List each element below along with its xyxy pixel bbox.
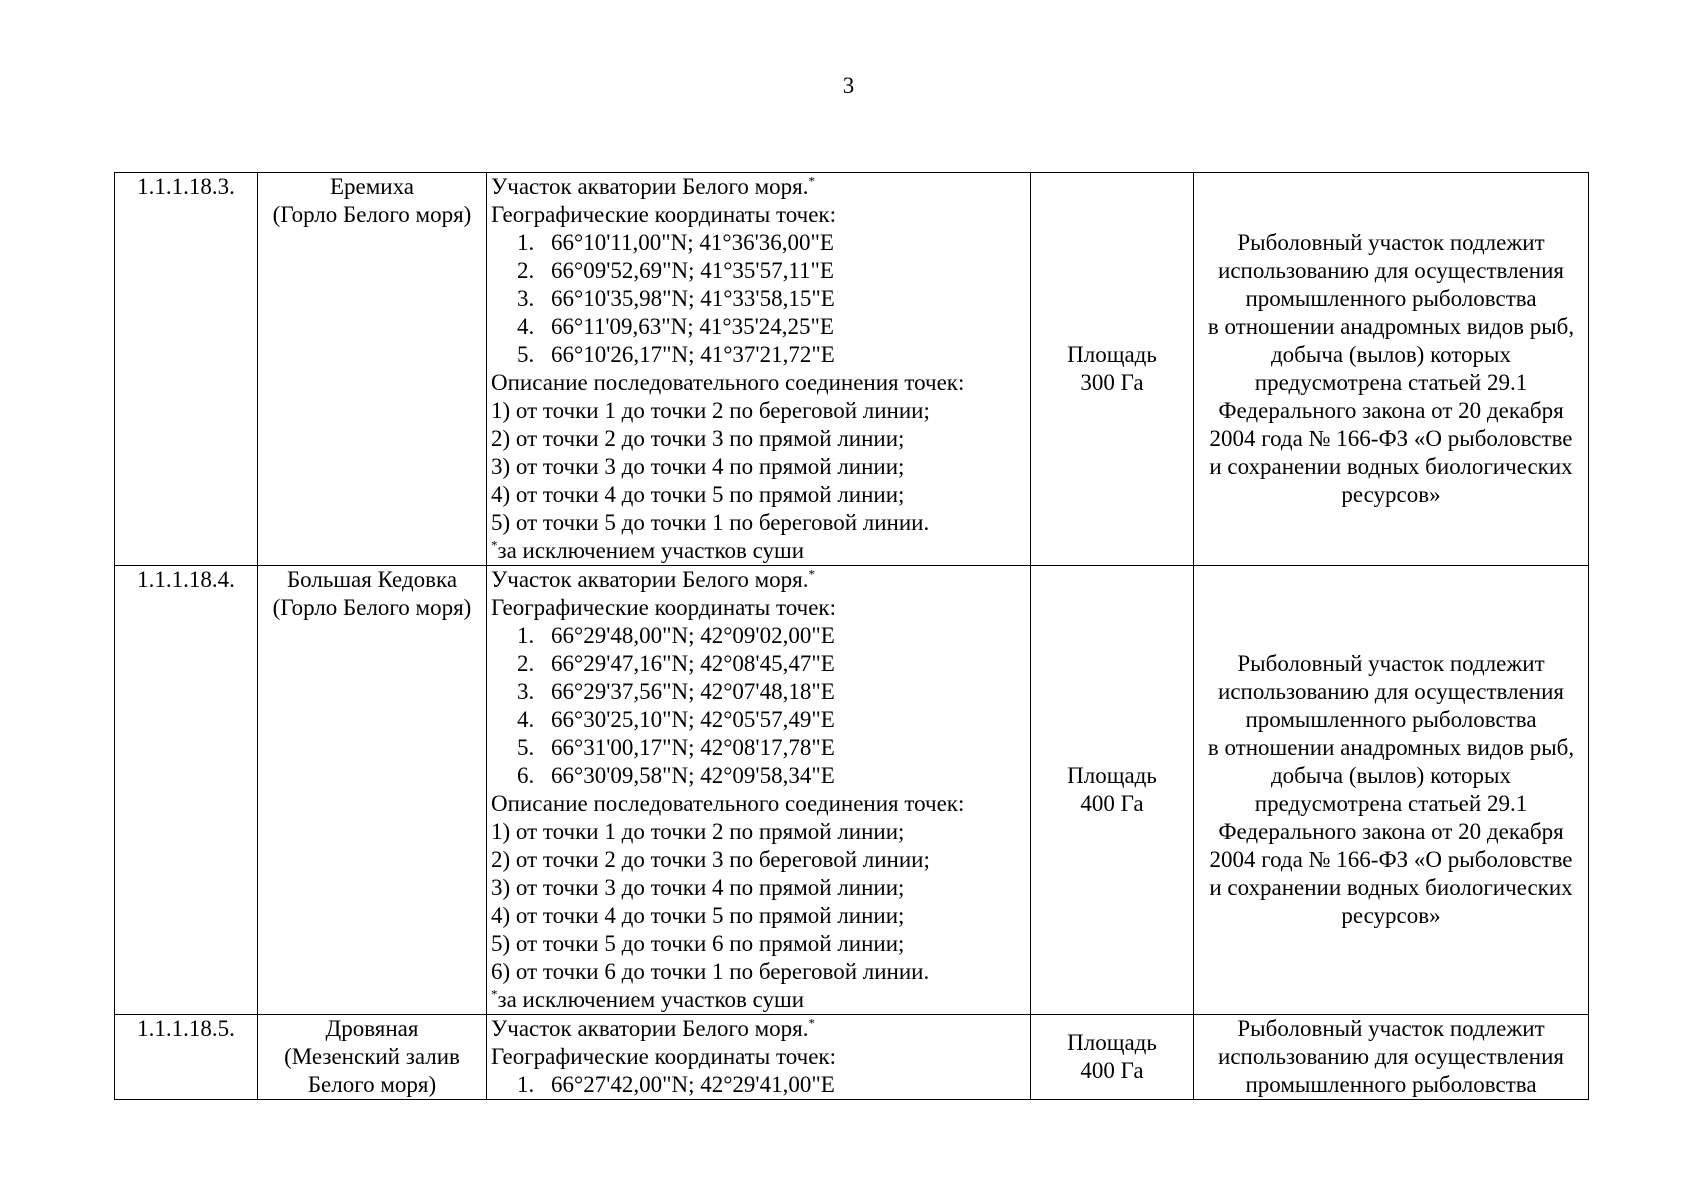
note-line: 2004 года № 166-ФЗ «О рыболовстве bbox=[1209, 426, 1573, 451]
note-line: Рыболовный участок подлежит bbox=[1237, 230, 1545, 255]
note-line: добыча (вылов) которых bbox=[1270, 763, 1511, 788]
connection-item: 5) от точки 5 до точки 1 по береговой линии. bbox=[491, 510, 930, 535]
coordinate-index: 6. bbox=[517, 763, 535, 788]
plot-number: 1.1.1.18.3. bbox=[137, 174, 235, 199]
note-line: предусмотрена статьей 29.1 bbox=[1254, 791, 1528, 816]
note-line: и сохранении водных биологических bbox=[1209, 454, 1573, 479]
plot-area-cell bbox=[1031, 566, 1194, 1015]
coordinate-value: 66°10'11,00"N; 41°36'36,00"E bbox=[551, 230, 834, 255]
coordinates-list bbox=[491, 1071, 1026, 1099]
coordinate-item bbox=[491, 762, 1026, 790]
coordinate-index: 2. bbox=[517, 651, 535, 676]
plot-area-cell bbox=[1031, 1015, 1194, 1100]
footnote-mark: * bbox=[808, 566, 815, 582]
coordinate-value: 66°09'52,69"N; 41°35'57,11"E bbox=[551, 258, 834, 283]
area-title-text: Участок акватории Белого моря. bbox=[491, 1016, 809, 1041]
plot-note-cell bbox=[1194, 1015, 1589, 1100]
footnote bbox=[491, 537, 1026, 565]
note-line: ресурсов» bbox=[1341, 903, 1441, 928]
connection-item: 3) от точки 3 до точки 4 по прямой линии; bbox=[491, 875, 905, 900]
connection-item: 3) от точки 3 до точки 4 по прямой линии; bbox=[491, 454, 905, 479]
area-title-text: Участок акватории Белого моря. bbox=[491, 174, 809, 199]
connection-item: 4) от точки 4 до точки 5 по прямой линии; bbox=[491, 903, 905, 928]
note-line: промышленного рыболовства bbox=[1245, 1072, 1537, 1097]
plot-note-cell bbox=[1194, 173, 1589, 566]
plot-name: Большая Кедовка bbox=[286, 567, 458, 592]
plot-name-cell bbox=[258, 173, 487, 566]
coordinate-item bbox=[491, 622, 1026, 650]
coordinate-index: 3. bbox=[517, 286, 535, 311]
note-line: предусмотрена статьей 29.1 bbox=[1254, 370, 1528, 395]
coordinate-index: 1. bbox=[517, 623, 535, 648]
coordinate-item bbox=[491, 313, 1026, 341]
footnote-mark: * bbox=[491, 986, 498, 1002]
coordinate-item bbox=[491, 341, 1026, 369]
coordinate-item bbox=[491, 650, 1026, 678]
coordinate-item bbox=[491, 285, 1026, 313]
plot-note-cell bbox=[1194, 566, 1589, 1015]
plot-area-cell bbox=[1031, 173, 1194, 566]
area-label: Площадь bbox=[1067, 763, 1157, 788]
coordinate-value: 66°10'26,17"N; 41°37'21,72"E bbox=[551, 342, 835, 367]
connection-heading: Описание последовательного соединения точек: bbox=[491, 791, 965, 816]
note-line: промышленного рыболовства bbox=[1245, 707, 1537, 732]
plot-number: 1.1.1.18.5. bbox=[137, 1016, 235, 1041]
coords-heading: Географические координаты точек: bbox=[491, 202, 836, 227]
connection-heading: Описание последовательного соединения точек: bbox=[491, 370, 965, 395]
note-line: Федерального закона от 20 декабря bbox=[1218, 398, 1564, 423]
connection-item: 6) от точки 6 до точки 1 по береговой линии. bbox=[491, 959, 930, 984]
coordinate-value: 66°30'09,58"N; 42°09'58,34"E bbox=[551, 763, 835, 788]
coordinate-index: 5. bbox=[517, 342, 535, 367]
coordinate-item bbox=[491, 229, 1026, 257]
plot-location: (Горло Белого моря) bbox=[272, 595, 472, 620]
note-line: использованию для осуществления bbox=[1218, 1044, 1564, 1069]
plot-location: (Мезенский залив bbox=[284, 1044, 460, 1069]
area-label: Площадь bbox=[1067, 342, 1157, 367]
plot-description-cell bbox=[487, 173, 1031, 566]
coords-heading: Географические координаты точек: bbox=[491, 595, 836, 620]
note-line: ресурсов» bbox=[1341, 482, 1441, 507]
plot-number-cell bbox=[115, 1015, 258, 1100]
footnote-mark: * bbox=[491, 537, 498, 553]
table-body bbox=[115, 173, 1589, 1100]
note-line: добыча (вылов) которых bbox=[1270, 342, 1511, 367]
coordinate-index: 5. bbox=[517, 735, 535, 760]
coordinates-list bbox=[491, 622, 1026, 790]
plot-name: Дровяная bbox=[325, 1016, 419, 1041]
plot-location-cont: Белого моря) bbox=[307, 1072, 437, 1097]
coords-heading: Географические координаты точек: bbox=[491, 1044, 836, 1069]
fishing-plots-table bbox=[114, 172, 1589, 1100]
note-line: использованию для осуществления bbox=[1218, 258, 1564, 283]
footnote-text: за исключением участков суши bbox=[497, 538, 805, 563]
connection-item: 2) от точки 2 до точки 3 по прямой линии; bbox=[491, 426, 905, 451]
footnote-mark: * bbox=[808, 173, 815, 189]
connection-item: 1) от точки 1 до точки 2 по прямой линии; bbox=[491, 819, 905, 844]
coordinate-item bbox=[491, 734, 1026, 762]
coordinates-list bbox=[491, 229, 1026, 369]
plot-number: 1.1.1.18.4. bbox=[137, 567, 235, 592]
coordinate-index: 1. bbox=[517, 230, 535, 255]
connection-item: 2) от точки 2 до точки 3 по береговой линии; bbox=[491, 847, 930, 872]
coordinate-item bbox=[491, 257, 1026, 285]
plot-location: (Горло Белого моря) bbox=[272, 202, 472, 227]
plot-name-cell bbox=[258, 566, 487, 1015]
coordinate-item bbox=[491, 706, 1026, 734]
coordinate-index: 2. bbox=[517, 258, 535, 283]
connection-item: 5) от точки 5 до точки 6 по прямой линии; bbox=[491, 931, 905, 956]
connection-item: 1) от точки 1 до точки 2 по береговой линии; bbox=[491, 398, 930, 423]
area-value: 300 Га bbox=[1080, 370, 1144, 395]
plot-description-cell bbox=[487, 566, 1031, 1015]
coordinate-value: 66°30'25,10"N; 42°05'57,49"E bbox=[551, 707, 835, 732]
coordinate-value: 66°10'35,98"N; 41°33'58,15"E bbox=[551, 286, 835, 311]
coordinate-value: 66°29'47,16"N; 42°08'45,47"E bbox=[551, 651, 835, 676]
coordinate-index: 1. bbox=[517, 1072, 535, 1097]
coordinate-item bbox=[491, 1071, 1026, 1099]
connection-item: 4) от точки 4 до точки 5 по прямой линии; bbox=[491, 482, 905, 507]
area-title-text: Участок акватории Белого моря. bbox=[491, 567, 809, 592]
area-title bbox=[491, 566, 1026, 594]
table-row bbox=[115, 566, 1589, 1015]
page-number: 3 bbox=[842, 73, 855, 98]
plot-name: Еремиха bbox=[329, 174, 415, 199]
note-line: в отношении анадромных видов рыб, bbox=[1207, 735, 1575, 760]
plot-number-cell bbox=[115, 173, 258, 566]
coordinate-index: 3. bbox=[517, 679, 535, 704]
note-line: 2004 года № 166-ФЗ «О рыболовстве bbox=[1209, 847, 1573, 872]
coordinate-index: 4. bbox=[517, 707, 535, 732]
coordinate-item bbox=[491, 678, 1026, 706]
note-line: использованию для осуществления bbox=[1218, 679, 1564, 704]
plot-name-cell bbox=[258, 1015, 487, 1100]
area-label: Площадь bbox=[1067, 1030, 1157, 1055]
coordinate-value: 66°29'37,56"N; 42°07'48,18"E bbox=[551, 679, 835, 704]
coordinate-value: 66°11'09,63"N; 41°35'24,25"E bbox=[551, 314, 834, 339]
area-value: 400 Га bbox=[1080, 791, 1144, 816]
coordinate-index: 4. bbox=[517, 314, 535, 339]
note-line: Рыболовный участок подлежит bbox=[1237, 651, 1545, 676]
area-value: 400 Га bbox=[1080, 1058, 1144, 1083]
note-line: Рыболовный участок подлежит bbox=[1237, 1016, 1545, 1041]
coordinate-value: 66°27'42,00"N; 42°29'41,00"E bbox=[551, 1072, 835, 1097]
note-line: промышленного рыболовства bbox=[1245, 286, 1537, 311]
coordinate-value: 66°31'00,17"N; 42°08'17,78"E bbox=[551, 735, 835, 760]
note-line: в отношении анадромных видов рыб, bbox=[1207, 314, 1575, 339]
coordinate-value: 66°29'48,00"N; 42°09'02,00"E bbox=[551, 623, 835, 648]
note-line: Федерального закона от 20 декабря bbox=[1218, 819, 1564, 844]
footnote-mark: * bbox=[808, 1015, 815, 1031]
footnote bbox=[491, 986, 1026, 1014]
table-row bbox=[115, 1015, 1589, 1100]
table-row bbox=[115, 173, 1589, 566]
plot-number-cell bbox=[115, 566, 258, 1015]
area-title bbox=[491, 1015, 1026, 1043]
footnote-text: за исключением участков суши bbox=[497, 987, 805, 1012]
plot-description-cell bbox=[487, 1015, 1031, 1100]
area-title bbox=[491, 173, 1026, 201]
note-line: и сохранении водных биологических bbox=[1209, 875, 1573, 900]
